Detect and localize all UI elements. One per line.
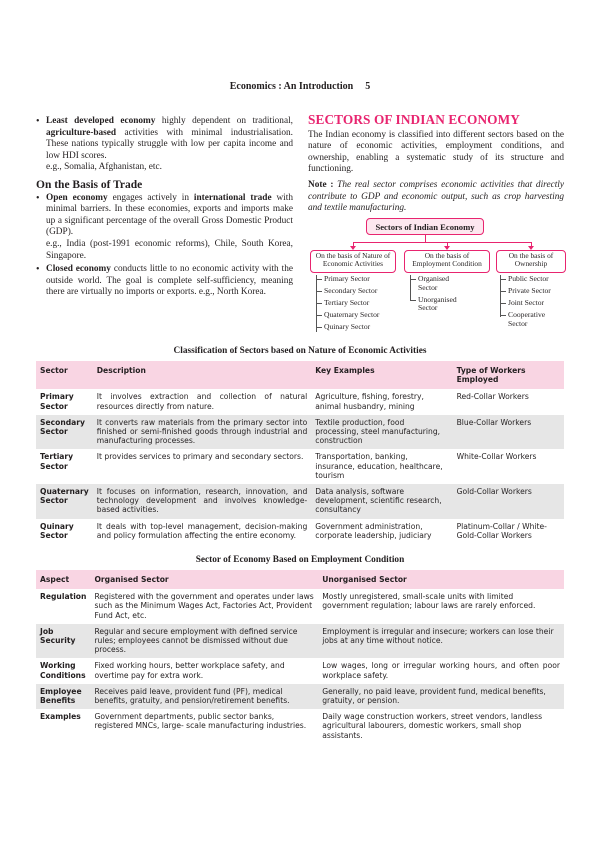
table-cell: Employee Benefits <box>36 684 90 709</box>
page-number: 5 <box>365 81 371 92</box>
table-cell: Data analysis, software development, scientific research, consultancy <box>311 484 452 519</box>
table-cell: Primary Sector <box>40 392 74 411</box>
diagram-branch-ownership: On the basis of Ownership <box>496 250 566 273</box>
term-open-economy: Open economy <box>46 192 108 203</box>
table-cell: Transportation, banking, insurance, education, healthcare, tourism <box>315 452 443 480</box>
heading-basis-of-trade: On the Basis of Trade <box>36 178 143 191</box>
table-cell: It converts raw materials from the primary sector into finished or semi-finished goods through industrial and manufacturing processes. <box>93 415 312 450</box>
table-row <box>36 484 564 519</box>
note-text: The real sector comprises economic activities that directly contribute to GDP and economic output, such as crop harvesting and textile manufacturing. <box>308 179 564 214</box>
table-cell: Working Conditions <box>40 661 86 680</box>
table-cell: Government administration, corporate leadership, judiciary <box>315 521 432 540</box>
note-paragraph <box>308 180 564 215</box>
term-agriculture-based: agriculture-based <box>46 127 117 138</box>
term-closed-economy: Closed economy <box>46 264 111 275</box>
table-cell: Platinum-Collar / White-Gold-Collar Workers <box>456 521 547 540</box>
table-cell: Employment is irregular and insecure; workers can lose their jobs at any time without notice. <box>318 624 564 659</box>
table-row <box>36 415 564 450</box>
text: activities with minimal industrialisation. These nations typically struggle with low per capita income and low HDI scores. <box>46 127 293 161</box>
diagram-list-ownership <box>500 275 566 332</box>
example-least-developed: e.g., Somalia, Afghanistan, etc. <box>46 162 162 173</box>
text: engages actively in <box>107 192 194 203</box>
term-international-trade: international trade <box>193 192 272 203</box>
table-row <box>36 684 564 709</box>
table-row <box>36 624 564 659</box>
connector <box>353 242 531 243</box>
diagram-branch-employment: On the basis of Employment Condition <box>404 250 490 273</box>
table-header-row <box>36 570 564 589</box>
diagram-item: Organised Sector <box>410 275 452 292</box>
diagram-item: Joint Sector <box>500 299 566 308</box>
table-row <box>36 589 564 624</box>
diagram-branch-nature: On the basis of Nature of Economic Activities <box>310 250 396 273</box>
term-least-developed: Least developed economy <box>46 116 156 126</box>
table-cell: It deals with top-level management, decision-making and policy formulation affecting the entire economy. <box>96 521 308 540</box>
table-cell: It provides services to primary and secondary sectors. <box>96 452 304 462</box>
table-cell: Quinary Sector <box>40 521 74 540</box>
running-header <box>0 81 600 92</box>
table-cell: It involves extraction and collection of natural resources directly from nature. <box>96 392 308 411</box>
bullet-closed-economy <box>36 264 293 299</box>
table-cell: Registered with the government and operates under laws such as the Minimum Wages Act, Factories Act, Provident Fund Act, etc. <box>94 592 314 620</box>
diagram-root: Sectors of Indian Economy <box>366 218 484 235</box>
column-header: Description <box>93 361 312 389</box>
table-cell: Generally, no paid leave, provident fund, medical benefits, gratuity, or pension. <box>318 684 564 709</box>
bullet-open-economy <box>36 193 293 239</box>
diagram-item: Quaternary Sector <box>316 311 400 320</box>
sectors-table <box>36 361 564 544</box>
column-header: Key Examples <box>311 361 452 389</box>
diagram-item: Unorganised Sector <box>410 296 466 313</box>
table-cell: Receives paid leave, provident fund (PF), medical benefits, gratuity, and pension/retirement benefits. <box>90 684 318 709</box>
left-column <box>36 116 293 299</box>
table-cell: Daily wage construction workers, street vendors, landless agricultural labourers, domestic workers, small shop assistants. <box>322 712 543 740</box>
diagram-list-employment <box>410 275 476 316</box>
table-cell: It focuses on information, research, innovation, and technology development and involves knowledge-based activities. <box>93 484 312 519</box>
diagram-item: Primary Sector <box>316 275 400 284</box>
diagram-item: Quinary Sector <box>316 323 400 332</box>
table-cell: Secondary Sector <box>36 415 93 450</box>
table-cell: Gold-Collar Workers <box>453 484 564 519</box>
table-row <box>36 709 564 744</box>
column-header: Organised Sector <box>90 570 318 589</box>
table-cell: Examples <box>40 712 81 722</box>
table-row <box>36 519 564 544</box>
header-title: Economics : An Introduction <box>229 81 354 92</box>
connector <box>425 235 426 242</box>
table-cell: Tertiary Sector <box>40 452 74 471</box>
table2-caption: Sector of Economy Based on Employment Condition <box>195 555 405 565</box>
table-cell: White-Collar Workers <box>456 452 537 462</box>
table-cell: Regular and secure employment with defined service rules; employees cannot be dismissed without due process. <box>90 624 318 659</box>
diagram-item: Tertiary Sector <box>316 299 400 308</box>
column-header: Sector <box>36 361 93 389</box>
table-cell: Low wages, long or irregular working hours, and often poor workplace safety. <box>322 661 560 680</box>
diagram-item: Secondary Sector <box>316 287 400 296</box>
table-cell: Government departments, public sector banks, registered MNCs, large- scale manufacturing industries. <box>94 712 307 731</box>
right-column <box>308 114 564 215</box>
table-row <box>36 449 564 484</box>
text: conducts little to no economic activity with the outside world. The goal is complete self-sufficiency, meaning there are virtually no imports or exports. <box>46 264 293 298</box>
table-cell: Mostly unregistered, small-scale units with limited government regulation; labour laws are rarely enforced. <box>322 592 536 611</box>
table-cell: Agriculture, fishing, forestry, animal husbandry, mining <box>315 392 424 411</box>
table-cell: Textile production, food processing, steel manufacturing, construction <box>311 415 452 450</box>
diagram-list-nature <box>316 275 400 335</box>
intro-paragraph: The Indian economy is classified into different sectors based on the nature of economic activities, employment conditions, and ownership, enabling a systematic study of its structure and functioning. <box>308 129 564 175</box>
column-header: Aspect <box>36 570 90 589</box>
sectors-diagram <box>308 218 568 338</box>
text: with minimal barriers. In these economies, exports and imports make up a significant percentage of the overall Gross Domestic Product (GDP). <box>46 192 293 238</box>
example-open-economy: e.g., India (post-1991 economic reforms), Chile, South Korea, Singapore. <box>46 238 293 261</box>
table-cell: Job Security <box>36 624 90 659</box>
table-cell: Regulation <box>40 592 87 602</box>
table-cell: Quaternary Sector <box>36 484 93 519</box>
table-row <box>36 389 564 414</box>
example-closed-economy: e.g., North Korea. <box>198 287 266 298</box>
table-row <box>36 658 564 683</box>
table-cell: Blue-Collar Workers <box>453 415 564 450</box>
text: highly dependent on traditional, <box>155 116 293 126</box>
employment-table <box>36 570 564 744</box>
table-header-row <box>36 361 564 389</box>
table-cell: Fixed working hours, better workplace safety, and overtime pay for extra work. <box>94 661 285 680</box>
table-cell: Red-Collar Workers <box>456 392 529 402</box>
bullet-least-developed <box>36 116 293 162</box>
diagram-item: Cooperative Sector <box>500 311 550 328</box>
diagram-item: Public Sector <box>500 275 566 284</box>
section-title: SECTORS OF INDIAN ECONOMY <box>308 112 520 127</box>
column-header: Type of Workers Employed <box>453 361 564 389</box>
column-header: Unorganised Sector <box>318 570 564 589</box>
note-label: Note : <box>308 179 334 190</box>
table1-caption: Classification of Sectors based on Nature of Economic Activities <box>173 346 427 356</box>
diagram-item: Private Sector <box>500 287 566 296</box>
